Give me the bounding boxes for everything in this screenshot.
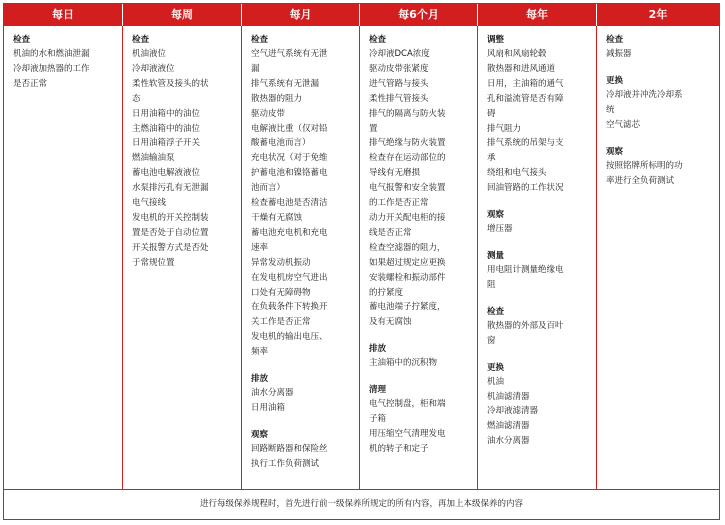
task-item: 机油液位 <box>132 49 167 59</box>
task-item: 酸蓄电池而言） <box>251 138 311 149</box>
task-item: 回油管路的工作状况 <box>487 183 564 194</box>
header-yearly: 每年 <box>478 4 597 26</box>
task-item: 子箱 <box>369 414 387 425</box>
task-item: 蓄电池端子拧紧度， <box>369 302 446 313</box>
task-item: 蓄电池充电机和充电 <box>251 227 328 238</box>
task-item: 绕组和电气接头 <box>487 168 547 179</box>
task-item: 日用油箱中的油位 <box>132 108 201 119</box>
group-heading: 检查 <box>606 35 624 45</box>
group-heading: 观察 <box>251 429 269 440</box>
task-item: 阻 <box>487 279 496 290</box>
task-item: 散热器的阻力 <box>251 93 303 104</box>
task-item: 的拧紧度 <box>369 287 404 298</box>
task-item: 导线有无磨损 <box>369 168 421 179</box>
task-group <box>487 249 592 293</box>
task-item: 进气管路与接头 <box>369 78 429 89</box>
task-item: 蓄电池电解液液位 <box>132 168 201 179</box>
task-item: 统 <box>606 104 615 115</box>
task-group <box>606 74 715 133</box>
group-heading: 测量 <box>487 250 505 261</box>
group-heading: 检查 <box>13 35 31 45</box>
task-item: 异常发动机振动 <box>251 257 311 268</box>
task-item: 于常规位置 <box>132 257 175 268</box>
task-group <box>369 33 473 330</box>
task-group <box>487 305 592 349</box>
task-item: 冷却液DCA浓度 <box>369 49 430 59</box>
task-item: 速率 <box>251 242 269 253</box>
group-heading: 清理 <box>369 385 387 396</box>
task-item: 电气接线 <box>132 198 167 209</box>
task-item: 柔性排气管接头 <box>369 93 429 104</box>
task-item: 增压器 <box>487 224 513 235</box>
task-item: 检查空滤器的阻力， <box>369 242 446 253</box>
group-heading: 观察 <box>487 210 505 221</box>
header-monthly: 每月 <box>242 4 360 26</box>
task-item: 散热器的外部及百叶 <box>487 320 564 331</box>
task-item: 检查存在运动部位的 <box>369 153 446 164</box>
task-item: 机的转子和定子 <box>369 443 429 454</box>
task-item: 窗 <box>487 335 496 346</box>
column-daily <box>4 26 123 489</box>
task-group <box>251 428 355 472</box>
task-item: 护蓄电池和镍铬蓄电 <box>251 168 328 179</box>
group-heading: 观察 <box>606 146 624 157</box>
group-heading: 排放 <box>369 344 387 355</box>
task-item: 冷却液滤清器 <box>487 406 539 417</box>
task-item: 日用油箱浮子开关 <box>132 138 201 149</box>
task-item: 排气阻力 <box>487 123 522 134</box>
task-item: 在发电机房空气进出 <box>251 272 328 283</box>
task-item: 安装螺栓和振动部件 <box>369 272 446 283</box>
task-item: 承 <box>487 153 496 164</box>
task-item: 水泵排污孔有无泄漏 <box>132 183 209 194</box>
task-item: 燃油滤清器 <box>487 421 530 432</box>
column-two-years <box>597 26 719 489</box>
task-item: 排气系统的吊架与支 <box>487 138 564 149</box>
task-item: 发电机的开关控制装 <box>132 212 209 223</box>
task-item: 用电阻计测量绝缘电 <box>487 264 564 275</box>
task-item: 开关报警方式是否处 <box>132 242 209 253</box>
task-item: 回路断路器和保险丝 <box>251 443 328 454</box>
task-item: 执行工作负荷测试 <box>251 458 320 469</box>
task-item: 空气进气系统有无泄 <box>251 49 328 59</box>
task-item: 电气控制盘，柜和端 <box>369 399 446 410</box>
task-group <box>132 33 237 271</box>
task-item: 排气绝缘与防火装置 <box>369 138 446 149</box>
column-six-months <box>360 26 478 489</box>
header-daily: 每日 <box>4 4 123 26</box>
task-item: 关工作是否正常 <box>251 317 311 328</box>
task-item: 驱动皮带张紧度 <box>369 63 429 74</box>
task-item: 减振器 <box>606 49 632 59</box>
task-item: 充电状况（对于免维 <box>251 153 328 164</box>
group-heading: 检查 <box>487 306 505 317</box>
group-heading: 检查 <box>251 35 269 45</box>
task-item: 冷却液液位 <box>132 63 175 74</box>
task-group <box>606 33 715 62</box>
column-weekly <box>123 26 242 489</box>
task-item: 主燃油箱中的油位 <box>132 123 201 134</box>
maintenance-schedule-table <box>3 3 720 520</box>
header-weekly: 每周 <box>123 4 242 26</box>
task-item: 置 <box>369 123 378 134</box>
task-item: 电解液比重（仅对铅 <box>251 123 328 134</box>
task-item: 按照铭牌所标明的功 <box>606 160 683 171</box>
task-item: 主油箱中的沉积物 <box>369 358 438 369</box>
header-two-years: 2年 <box>648 8 668 21</box>
task-item: 在负载条件下转换开 <box>251 302 328 313</box>
column-yearly <box>478 26 597 489</box>
task-item: 日用油箱 <box>251 402 286 413</box>
task-item: 态 <box>132 93 141 104</box>
task-group <box>487 208 592 237</box>
task-item: 冷却液加热器的工作 <box>13 63 90 74</box>
task-item: 如果超过规定应更换 <box>369 257 446 268</box>
group-heading: 检查 <box>132 35 150 45</box>
task-item: 油水分离器 <box>487 436 530 447</box>
header-six-months: 每6个月 <box>360 4 478 26</box>
task-item: 置是否处于自动位置 <box>132 227 209 238</box>
task-group <box>251 372 355 416</box>
task-item: 燃油输油泵 <box>132 153 175 164</box>
task-item: 孔和溢流管是否有障 <box>487 93 564 104</box>
group-heading: 更换 <box>606 75 624 86</box>
task-item: 机油 <box>487 376 505 387</box>
task-item: 油水分离器 <box>251 388 294 399</box>
task-item: 驱动皮带 <box>251 108 286 119</box>
group-heading: 调整 <box>487 35 505 45</box>
task-group <box>487 361 592 450</box>
task-item: 漏 <box>251 63 260 74</box>
task-item: 频率 <box>251 347 269 358</box>
task-item: 率进行全负荷测试 <box>606 175 675 186</box>
group-heading: 更换 <box>487 362 505 373</box>
task-item: 及有无腐蚀 <box>369 317 412 328</box>
task-item: 用压缩空气清理发电 <box>369 428 446 439</box>
task-item: 排气系统有无泄漏 <box>251 78 320 89</box>
task-item: 机油的水和燃油泄漏 <box>13 49 90 59</box>
header-row <box>4 4 719 26</box>
task-group <box>251 33 355 360</box>
table-body <box>4 26 719 489</box>
task-item: 柔性软管及接头的状 <box>132 78 209 89</box>
task-group <box>606 145 715 189</box>
task-item: 线是否正常 <box>369 227 412 238</box>
task-group <box>369 342 473 371</box>
task-item: 发电机的输出电压、 <box>251 332 328 343</box>
task-group <box>13 33 118 92</box>
task-item: 风扇和风扇轮毂 <box>487 49 547 59</box>
task-item: 空气滤芯 <box>606 119 641 130</box>
footer-note: 进行每级保养规程时，首先进行前一级保养所规定的所有内容，再加上本级保养的内容 <box>4 489 719 519</box>
task-item: 池而言） <box>251 183 286 194</box>
column-monthly <box>242 26 360 489</box>
task-item: 的工作是否正常 <box>369 198 429 209</box>
task-item: 碍 <box>487 108 496 119</box>
task-item: 冷却液并冲洗冷却系 <box>606 89 683 100</box>
task-group <box>487 33 592 196</box>
task-item: 干燥有无腐蚀 <box>251 212 303 223</box>
task-item: 机油滤清器 <box>487 391 530 402</box>
task-group <box>369 383 473 457</box>
group-heading: 排放 <box>251 374 269 385</box>
task-item: 检查蓄电池是否清洁 <box>251 198 328 209</box>
task-item: 散热器和进风通道 <box>487 63 556 74</box>
task-item: 动力开关配电柜的接 <box>369 212 446 223</box>
task-item: 是否正常 <box>13 78 48 89</box>
group-heading: 检查 <box>369 35 387 45</box>
task-item: 口处有无障碍物 <box>251 287 311 298</box>
task-item: 日用，主油箱的通气 <box>487 78 564 89</box>
task-item: 电气报警和安全装置 <box>369 183 446 194</box>
task-item: 排气的隔离与防火装 <box>369 108 446 119</box>
